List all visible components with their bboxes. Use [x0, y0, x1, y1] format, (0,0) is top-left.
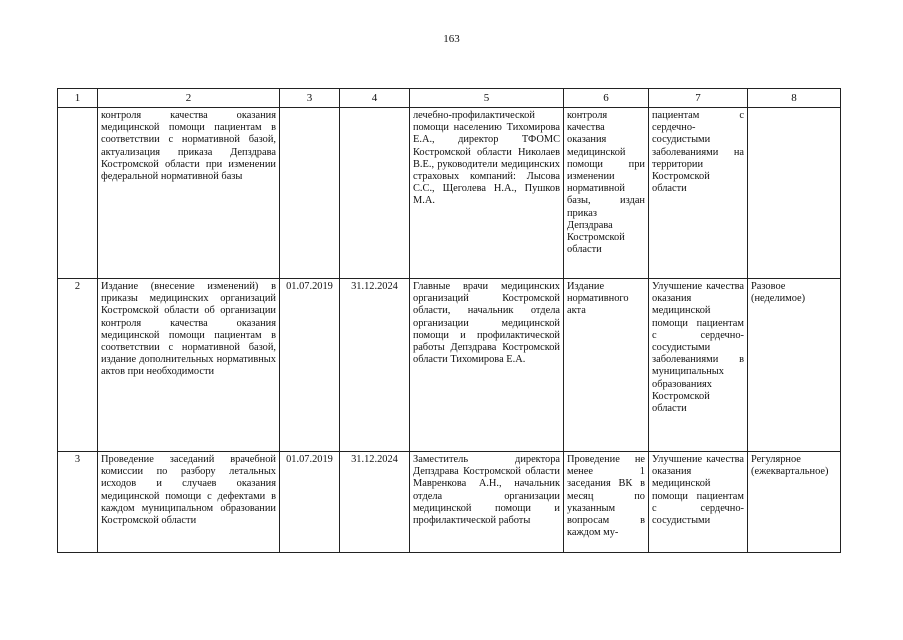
header-cell: 4	[340, 89, 410, 108]
header-cell: 8	[748, 89, 841, 108]
row-number: 2	[58, 279, 98, 452]
action-cell: контроля качества оказания медицинской помощи пациентам в соответствии с нормативной базой, актуализация приказа Депздрава Костромской области при изменении федеральной нормативной базы	[98, 108, 280, 279]
table-row	[58, 279, 841, 452]
table-row	[58, 452, 841, 553]
plan-table	[57, 88, 841, 553]
responsible-cell: лечебно-профилактической помощи населению Тихомирова Е.А., директор ТФОМС Костромской области Николаев В.Е., руководители медицинских страховых компаний: Лысова С.С., Щеголева Н.А., Пушков М.А.	[410, 108, 564, 279]
header-cell: 7	[649, 89, 748, 108]
indicator-cell: Улучшение качества оказания медицинской помощи пациентам с сердечно-сосудистыми	[649, 452, 748, 553]
type-cell: Регулярное (ежеквартальное)	[748, 452, 841, 553]
result-cell: Издание нормативного акта	[564, 279, 649, 452]
table-row	[58, 108, 841, 279]
type-cell: Разовое (неделимое)	[748, 279, 841, 452]
row-number	[58, 108, 98, 279]
header-cell: 5	[410, 89, 564, 108]
end-date-cell: 31.12.2024	[340, 452, 410, 553]
header-cell: 2	[98, 89, 280, 108]
header-cell: 3	[280, 89, 340, 108]
responsible-cell: Заместитель директора Депздрава Костромской области Мавренкова А.Н., начальник отдела организации медицинской помощи и профилактической работы	[410, 452, 564, 553]
result-cell: контроля качества оказания медицинской помощи при изменении нормативной базы, издан приказ Депздрава Костромской области	[564, 108, 649, 279]
action-cell: Издание (внесение изменений) в приказы медицинских организаций Костромской области об организации контроля качества оказания медицинской помощи пациентам в соответствии с нормативной базой, издание дополнительных нормативных актов при необходимости	[98, 279, 280, 452]
responsible-cell: Главные врачи медицинских организаций Костромской области, начальник отдела организации медицинской помощи и профилактической работы Депздрава Костромской области Тихомирова Е.А.	[410, 279, 564, 452]
row-number: 3	[58, 452, 98, 553]
start-date-cell	[280, 108, 340, 279]
indicator-cell: пациентам с сердечно-сосудистыми заболеваниями на территории Костромской области	[649, 108, 748, 279]
type-cell	[748, 108, 841, 279]
action-cell: Проведение заседаний врачебной комиссии по разбору летальных исходов и случаев оказания медицинской помощи с дефектами в каждом муниципальном образовании Костромской области	[98, 452, 280, 553]
header-row	[58, 89, 841, 108]
header-cell: 6	[564, 89, 649, 108]
end-date-cell: 31.12.2024	[340, 279, 410, 452]
indicator-cell: Улучшение качества оказания медицинской помощи пациентам с сердечно-сосудистыми заболеваниями в муниципальных образованиях Костромской области	[649, 279, 748, 452]
page-number: 163	[443, 33, 460, 45]
header-cell: 1	[58, 89, 98, 108]
end-date-cell	[340, 108, 410, 279]
result-cell: Проведение не менее 1 заседания ВК в месяц по указанным вопросам в каждом му-	[564, 452, 649, 553]
start-date-cell: 01.07.2019	[280, 452, 340, 553]
start-date-cell: 01.07.2019	[280, 279, 340, 452]
